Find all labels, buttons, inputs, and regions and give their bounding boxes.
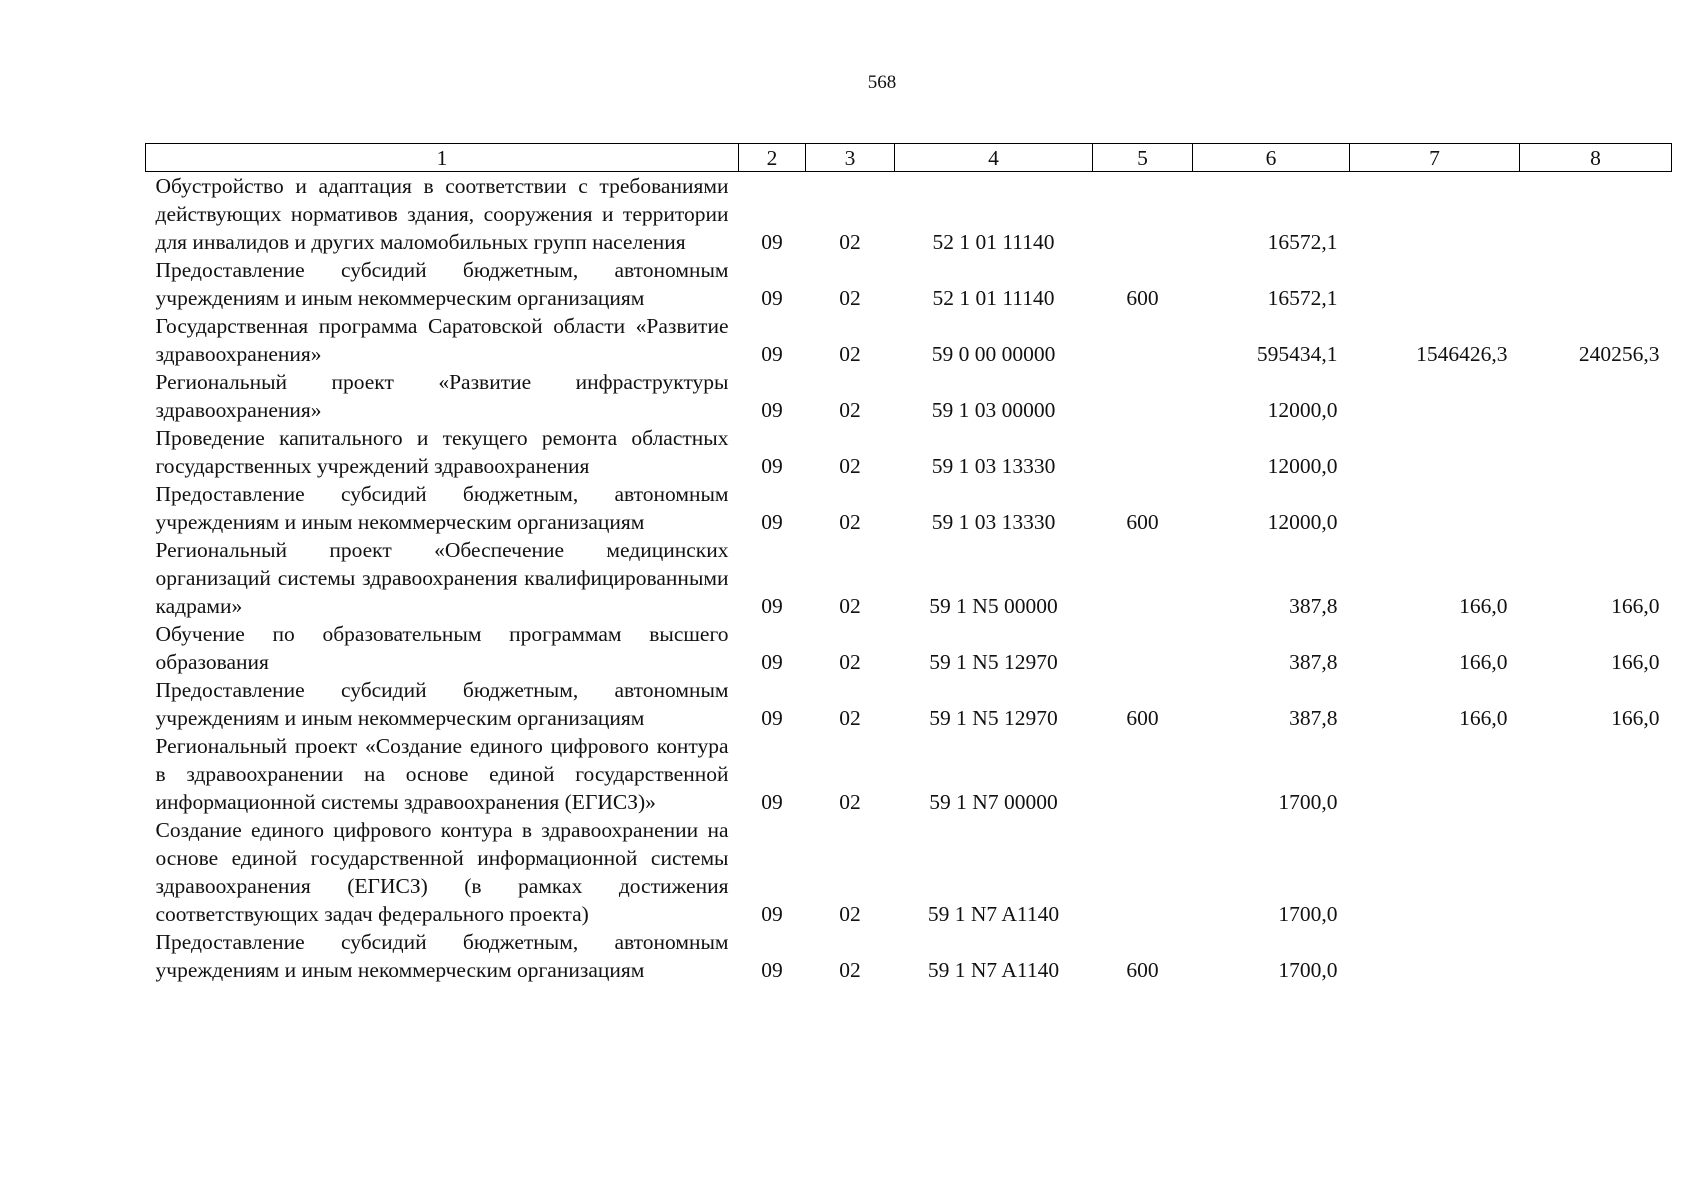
amount-col-6: 12000,0: [1267, 454, 1338, 478]
subsection-code: 02: [839, 510, 861, 534]
expense-type-code: [1093, 620, 1193, 676]
subsection-code: 02: [839, 342, 861, 366]
target-item-code: 59 1 N7 A1140: [927, 958, 1060, 982]
expense-type-code: [1093, 368, 1193, 424]
table-row: [146, 424, 1672, 480]
header-cell: 6: [1193, 144, 1350, 172]
target-item-code: 59 1 N7 00000: [929, 790, 1058, 814]
table-row: [146, 676, 1672, 732]
section-code: 09: [761, 454, 783, 478]
budget-table: [145, 143, 1672, 984]
table-row: [146, 732, 1672, 816]
row-description: Предоставление субсидий бюджетным, автономным учреждениям и иным некоммерческим организациям: [155, 930, 729, 982]
table-row: [146, 256, 1672, 312]
expense-type-code: [1093, 816, 1193, 928]
target-item-code: 59 1 N5 12970: [929, 706, 1058, 730]
amount-col-7: [1350, 480, 1520, 536]
expense-type-code: [1093, 536, 1193, 620]
amount-col-6: 1700,0: [1278, 958, 1338, 982]
amount-col-8: [1520, 816, 1672, 928]
row-description: Предоставление субсидий бюджетным, автономным учреждениям и иным некоммерческим организациям: [155, 258, 729, 310]
header-cell: 5: [1093, 144, 1193, 172]
section-code: 09: [761, 650, 783, 674]
amount-col-8: 166,0: [1611, 706, 1660, 730]
subsection-code: 02: [839, 594, 861, 618]
expense-type-code: 600: [1126, 286, 1159, 310]
table-row: [146, 368, 1672, 424]
subsection-code: 02: [839, 902, 861, 926]
subsection-code: 02: [839, 230, 861, 254]
row-description: Региональный проект «Обеспечение медицинских организаций системы здравоохранения квалифицированными кадрами»: [155, 538, 729, 618]
expense-type-code: 600: [1126, 958, 1159, 982]
section-code: 09: [761, 342, 783, 366]
section-code: 09: [761, 594, 783, 618]
amount-col-8: [1520, 928, 1672, 984]
row-description: Создание единого цифрового контура в здравоохранении на основе единой государственной информационной системы здравоохранения (ЕГИСЗ) (в рамках достижения соответствующих задач федерального проекта): [155, 818, 729, 926]
section-code: 09: [761, 958, 783, 982]
expense-type-code: 600: [1126, 510, 1159, 534]
amount-col-6: 16572,1: [1267, 230, 1338, 254]
amount-col-8: [1520, 424, 1672, 480]
section-code: 09: [761, 706, 783, 730]
row-description: Обустройство и адаптация в соответствии с требованиями действующих нормативов здания, сооружения и территории для инвалидов и других маломобильных групп населения: [155, 174, 729, 254]
target-item-code: 59 1 03 13330: [931, 454, 1056, 478]
amount-col-8: 166,0: [1611, 650, 1660, 674]
row-description: Обучение по образовательным программам высшего образования: [155, 622, 729, 674]
target-item-code: 59 0 00 00000: [931, 342, 1056, 366]
target-item-code: 59 1 03 00000: [931, 398, 1056, 422]
amount-col-8: 240256,3: [1578, 342, 1660, 366]
amount-col-7: 1546426,3: [1416, 342, 1508, 366]
subsection-code: 02: [839, 650, 861, 674]
table-body: [146, 172, 1672, 985]
header-cell: 1: [146, 144, 739, 172]
row-description: Региональный проект «Развитие инфраструктуры здравоохранения»: [155, 370, 729, 422]
amount-col-6: 387,8: [1289, 706, 1338, 730]
row-description: Предоставление субсидий бюджетным, автономным учреждениям и иным некоммерческим организациям: [155, 482, 729, 534]
header-row: [146, 144, 1672, 172]
target-item-code: 59 1 03 13330: [931, 510, 1056, 534]
header-cell: 3: [806, 144, 895, 172]
subsection-code: 02: [839, 286, 861, 310]
section-code: 09: [761, 902, 783, 926]
header-cell: 7: [1350, 144, 1520, 172]
amount-col-8: [1520, 480, 1672, 536]
amount-col-8: [1520, 172, 1672, 257]
amount-col-8: [1520, 256, 1672, 312]
amount-col-6: 387,8: [1289, 650, 1338, 674]
subsection-code: 02: [839, 706, 861, 730]
expense-type-code: 600: [1126, 706, 1159, 730]
expense-type-code: [1093, 172, 1193, 257]
row-description: Проведение капитального и текущего ремонта областных государственных учреждений здравоохранения: [155, 426, 729, 478]
target-item-code: 52 1 01 11140: [932, 230, 1055, 254]
row-description: Предоставление субсидий бюджетным, автономным учреждениям и иным некоммерческим организациям: [155, 678, 729, 730]
amount-col-7: [1350, 732, 1520, 816]
header-cell: 2: [739, 144, 806, 172]
table-row: [146, 928, 1672, 984]
amount-col-7: [1350, 424, 1520, 480]
page-number: 568: [867, 72, 897, 93]
amount-col-7: 166,0: [1459, 706, 1508, 730]
amount-col-6: 12000,0: [1267, 510, 1338, 534]
subsection-code: 02: [839, 454, 861, 478]
table-row: [146, 816, 1672, 928]
table-row: [146, 620, 1672, 676]
amount-col-6: 595434,1: [1256, 342, 1338, 366]
expense-type-code: [1093, 424, 1193, 480]
row-description: Региональный проект «Создание единого цифрового контура в здравоохранении на основе единой государственной информационной системы здравоохранения (ЕГИСЗ)»: [155, 734, 729, 814]
table-row: [146, 312, 1672, 368]
subsection-code: 02: [839, 790, 861, 814]
amount-col-6: 12000,0: [1267, 398, 1338, 422]
section-code: 09: [761, 790, 783, 814]
amount-col-7: [1350, 816, 1520, 928]
amount-col-8: [1520, 368, 1672, 424]
amount-col-7: [1350, 172, 1520, 257]
header-cell: 4: [895, 144, 1093, 172]
section-code: 09: [761, 510, 783, 534]
subsection-code: 02: [839, 398, 861, 422]
target-item-code: 52 1 01 11140: [932, 286, 1055, 310]
section-code: 09: [761, 398, 783, 422]
table-row: [146, 480, 1672, 536]
target-item-code: 59 1 N5 12970: [929, 650, 1058, 674]
amount-col-7: 166,0: [1459, 650, 1508, 674]
amount-col-8: [1520, 732, 1672, 816]
target-item-code: 59 1 N7 A1140: [927, 902, 1060, 926]
expense-type-code: [1093, 732, 1193, 816]
amount-col-7: [1350, 368, 1520, 424]
section-code: 09: [761, 230, 783, 254]
amount-col-7: [1350, 256, 1520, 312]
amount-col-6: 1700,0: [1278, 902, 1338, 926]
amount-col-7: [1350, 928, 1520, 984]
target-item-code: 59 1 N5 00000: [929, 594, 1058, 618]
amount-col-7: 166,0: [1459, 594, 1508, 618]
amount-col-8: 166,0: [1611, 594, 1660, 618]
amount-col-6: 1700,0: [1278, 790, 1338, 814]
subsection-code: 02: [839, 958, 861, 982]
table-row: [146, 536, 1672, 620]
amount-col-6: 387,8: [1289, 594, 1338, 618]
table-row: [146, 172, 1672, 257]
section-code: 09: [761, 286, 783, 310]
header-cell: 8: [1520, 144, 1672, 172]
amount-col-6: 16572,1: [1267, 286, 1338, 310]
row-description: Государственная программа Саратовской области «Развитие здравоохранения»: [155, 314, 729, 366]
expense-type-code: [1093, 312, 1193, 368]
